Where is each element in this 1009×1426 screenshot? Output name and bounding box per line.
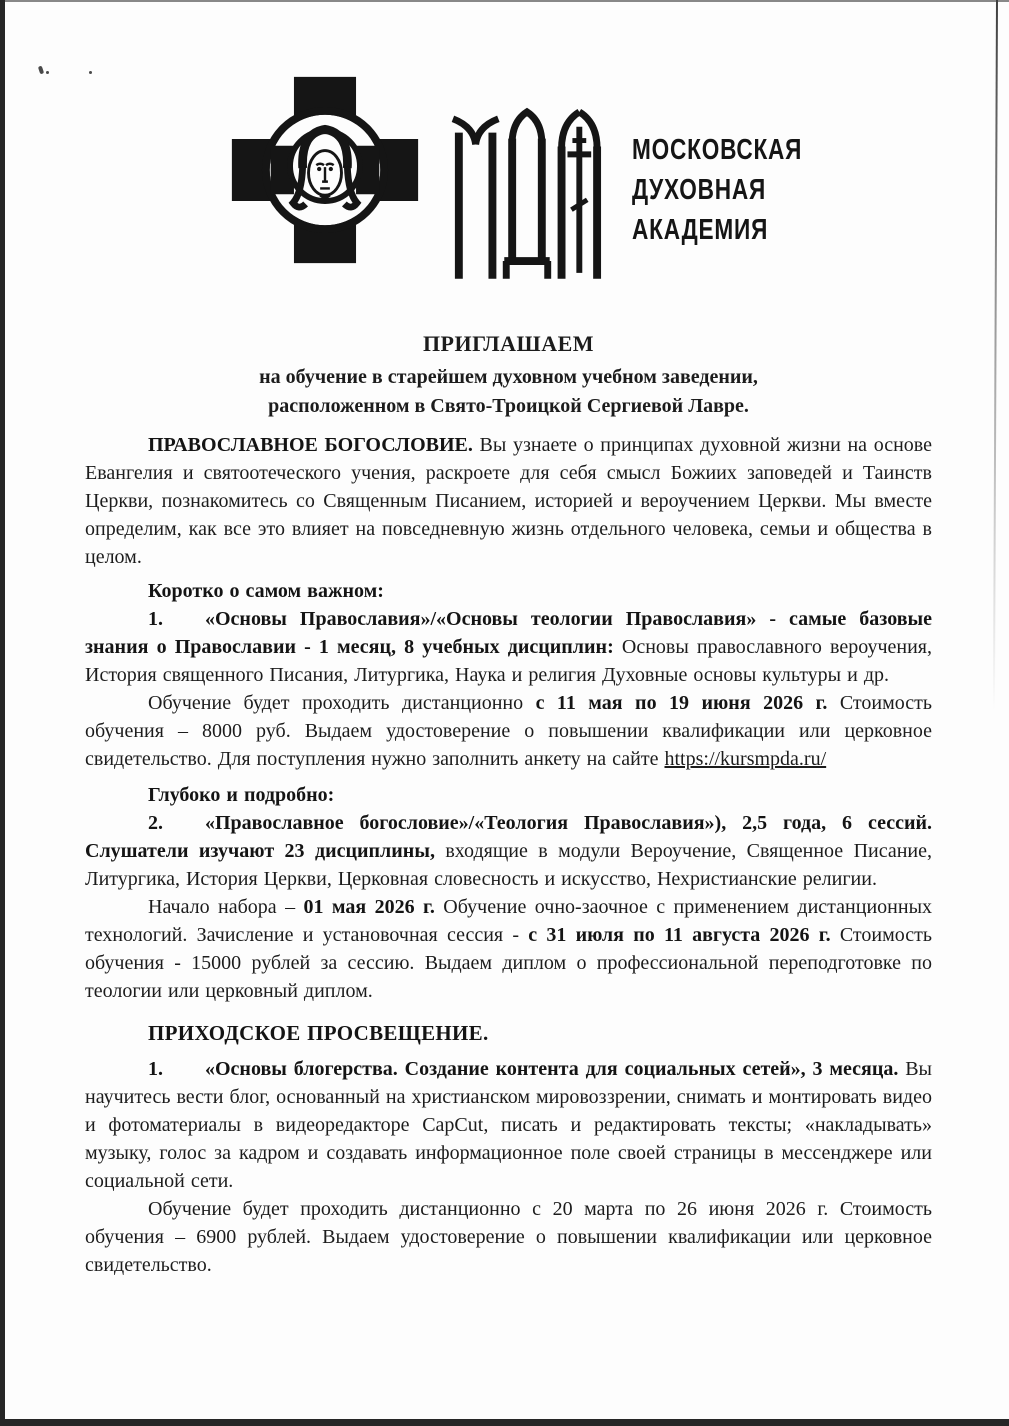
text-run: Основы православного вероучения, История священного Писания, Литургика, Наука и религия Духовные основы культуры и др. [85,636,933,686]
text-run: ПРАВОСЛАВНОЕ БОГОСЛОВИЕ. [148,434,480,456]
text-run: Обучение очно-заочное с применением дистанционных технологий. Зачисление и установочная сессия - [85,896,933,946]
text-run: Обучение будет проходить дистанционно с 20 марта по 26 июня 2026 г. Стоимость обучения – 6900 рублей. Выдаем удостоверение о повышении квалификации или церковное свидетельство. [85,1198,932,1276]
text-run: 2. [148,812,163,834]
paragraph-course-2-details [85,893,932,1005]
text-run: Вы узнаете о принципах духовной жизни на основе Евангелия и святоотеческого учения, раскроете для себя смысл Божиих заповедей и Таинств Церкви, познакомитесь со Священным Писанием, историей и вероучением Церкви. Мы вместе определим, как все это влияет на повседневную жизнь отдельного человека, семьи и общества в целом. [85,434,932,568]
text-run: входящие в модули Вероучение, Священное Писание, Литургика, История Церкви, Церковная словесность и искусство, Нехристианские религии. [85,840,933,890]
paragraph-course-1-item [85,605,932,689]
text-run: «Основы блогерства. Создание контента для социальных сетей», 3 месяца. [205,1058,899,1080]
text-run: «Основы Православия»/«Основы теологии Православия» - самые базовые знания о Православии - 1 месяц, 8 учебных дисциплин: [85,608,932,658]
paragraph-course-2-item [85,809,932,893]
scan-edge-bottom [0,1419,1009,1426]
paragraph-deep-about-heading [85,781,932,809]
text-run: Глубоко и подробно: [148,784,335,806]
letter-title: ПРИГЛАШАЕМ [422,331,595,356]
text-run: «Православное богословие»/«Теология Православия»), 2,5 года, 6 сессий. Слушатели изучают 23 дисциплины, [85,812,932,862]
text-run: 1. [148,608,163,630]
paragraph-course-1-details [85,689,932,773]
text-run: Стоимость обучения - 15000 рублей за сессию. Выдаем диплом о профессиональной переподготовке по теологии или церковный диплом. [85,924,932,1002]
scan-speckle [38,66,44,75]
text-run: 1. [148,1058,163,1080]
text-run: Начало набора – [148,896,304,918]
org-name-line: АКАДЕМИЯ [632,214,769,246]
text-run: ПРИХОДСКОЕ ПРОСВЕЩЕНИЕ. [148,1021,489,1045]
paragraph-blogging-course-details [85,1195,932,1279]
letter-subtitle-line-2: расположенном в Свято-Троицкой Сергиевой Лавре. [268,395,749,417]
paragraph-short-about-heading [85,577,932,605]
url-text: https://kursmpda.ru/ [664,748,827,770]
org-name-line: МОСКОВСКАЯ [632,134,803,166]
christ-face-cross-emblem-icon [228,72,422,268]
text-run: Вы научитесь вести блог, основанный на христианском мировоззрении, снимать и монтировать видео и фотоматериалы в видеоредакторе CapCut, писать и редактировать тексты; «накладывать» музыку, голос за кадром и создавать информационное поле своей страницы в мессенджере или социальной сети. [85,1058,932,1192]
letter-body [85,330,932,1279]
text-run: с 31 июля по 11 августа 2026 г. [528,924,831,946]
scan-edge-top [0,0,1009,2]
paragraph-orthodox-theology-intro [85,431,932,571]
mda-monogram-icon [447,84,605,284]
text-run: Стоимость обучения – 8000 руб. Выдаем удостоверение о повышении квалификации или церковное свидетельство. Для поступления нужно заполнить анкету на сайте [85,692,932,770]
text-run: Коротко о самом важном: [148,580,384,602]
org-name-line: ДУХОВНАЯ [632,174,767,206]
letter-subtitle-line-1: на обучение в старейшем духовном учебном заведении, [259,366,758,388]
scan-edge-right-line [993,0,998,740]
text-run: с 11 мая по 19 июня 2026 г. [535,692,828,714]
org-name [632,130,802,250]
scan-edge-left [0,0,5,1426]
text-run: Обучение будет проходить дистанционно [148,692,536,714]
text-run: 01 мая 2026 г. [303,896,435,918]
paragraph-parish-education-heading [85,1019,932,1047]
paragraph-blogging-course-item [85,1055,932,1195]
scan-speckle [46,71,49,74]
scan-speckle [89,71,92,74]
